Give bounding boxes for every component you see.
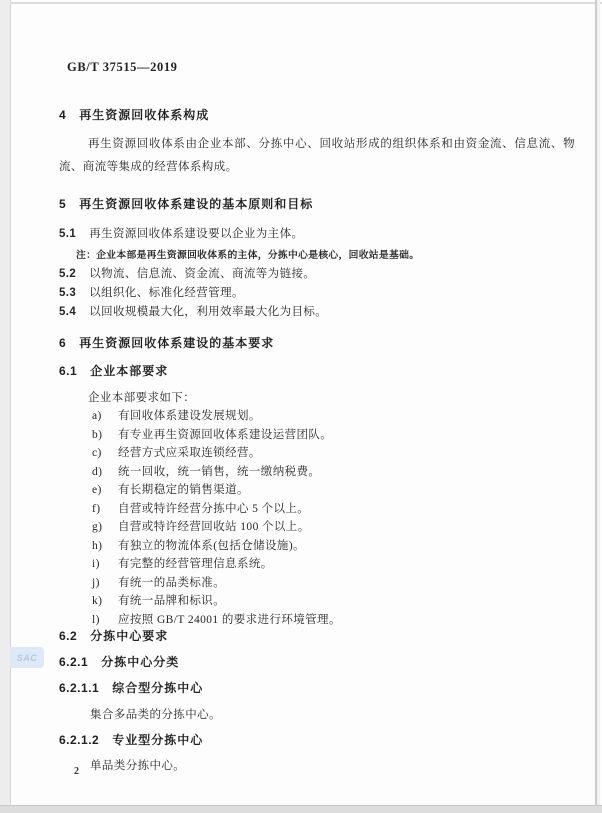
list-item-d-label: d) [92,465,103,478]
page-edge-right [595,0,600,813]
subclause-6-2-1-2-heading [59,731,203,748]
list-item-f-label: f) [92,502,101,515]
subclause-6-1-intro: 企业本部要求如下： [88,392,196,404]
requirement-5-3 [59,284,244,300]
sac-watermark-text: SAC [16,652,38,663]
list-item-j [92,574,341,593]
list-item-c [92,444,341,463]
list-item-a [92,407,341,426]
list-item-h [92,537,341,556]
list-item-l-label: l) [92,614,100,627]
subclause-6-2-1-1-paragraph: 集合多品类的分拣中心。 [90,709,221,721]
list-item-h-text: 有独立的物流体系(包括仓储设施)。 [118,539,305,552]
subclause-6-2-1-2-number: 6.2.1.2 [59,733,100,747]
list-item-b-text: 有专业再生资源回收体系建设运营团队。 [118,428,333,441]
list-item-k-text: 有统一品牌和标识。 [118,595,226,608]
list-item-i [92,555,341,574]
subclause-6-2-1-title: 分拣中心分类 [101,655,180,669]
requirement-5-2 [59,265,315,281]
clause-6-title: 再生资源回收体系建设的基本要求 [79,336,275,350]
clause-6-number: 6 [59,336,67,350]
requirement-5-1-number: 5.1 [59,228,77,240]
requirement-5-1 [59,225,303,241]
clause-5-title: 再生资源回收体系建设的基本原则和目标 [79,197,314,211]
list-item-j-text: 有统一的品类标准。 [118,576,226,589]
list-item-h-label: h) [92,539,103,552]
subclause-6-1-list [92,407,341,630]
list-item-c-label: c) [92,447,102,460]
list-item-b [92,426,341,445]
requirement-5-4-number: 5.4 [59,306,77,318]
list-item-j-label: j) [92,576,100,589]
list-item-g [92,518,341,537]
requirement-5-1-text: 再生资源回收体系建设要以企业为主体。 [89,228,304,240]
page-edge-left [0,0,11,813]
list-item-b-label: b) [92,428,103,441]
list-item-d-text: 统一回收，统一销售，统一缴纳税费。 [118,465,321,478]
clause-4-paragraph: 再生资源回收体系由企业本部、分拣中心、回收站形成的组织体系和由资金流、信息流、物流、商流等集成的经营体系构成。 [59,138,575,173]
clause-4-title: 再生资源回收体系构成 [79,108,210,122]
list-item-l-text: 应按照 GB/T 24001 的要求进行环境管理。 [118,614,341,627]
list-item-e [92,481,341,500]
list-item-a-text: 有回收体系建设发展规划。 [118,410,261,422]
list-item-f-text: 自营或特许经营分拣中心 5 个以上。 [118,502,310,515]
clause-5-heading [59,195,313,212]
page-edge-bottom [0,805,602,813]
clause-5-number: 5 [59,197,67,211]
list-item-k [92,592,341,611]
requirement-5-3-text: 以组织化、标准化经营管理。 [89,287,244,299]
subclause-6-2-1-1-number: 6.2.1.1 [59,681,100,695]
list-item-k-label: k) [92,595,103,608]
list-item-i-text: 有完整的经营管理信息系统。 [118,558,273,571]
requirement-5-4-text: 以回收规模最大化，利用效率最大化为目标。 [89,306,328,318]
subclause-6-2-1-number: 6.2.1 [59,655,89,669]
clause-4-heading [59,106,209,123]
subclause-6-1-title: 企业本部要求 [90,364,169,378]
list-item-a-label: a) [92,410,102,422]
subclause-6-2-1-1-heading [59,679,203,696]
list-item-d [92,463,341,482]
list-item-f [92,500,341,519]
requirement-5-2-text: 以物流、信息流、资金流、商流等为链接。 [89,268,316,280]
subclause-6-2-1-heading [59,653,179,670]
list-item-i-label: i) [92,558,100,571]
subclause-6-2-1-2-title: 专业型分拣中心 [112,733,204,747]
clause-5-note: 注：企业本部是再生资源回收体系的主体，分拣中心是核心，回收站是基础。 [76,250,420,261]
page-edge-top [10,2,602,4]
list-item-g-label: g) [92,521,103,534]
subclause-6-2-1-2-paragraph: 单品类分拣中心。 [90,760,186,772]
subclause-6-1-number: 6.1 [59,364,78,378]
clause-6-heading [59,334,274,351]
list-item-e-text: 有长期稳定的销售渠道。 [118,484,249,497]
list-item-g-text: 自营或特许经营回收站 100 个以上。 [118,521,310,534]
standard-number: GB/T 37515—2019 [67,60,178,74]
subclause-6-1-heading [59,362,168,379]
clause-4-number: 4 [59,108,67,122]
subclause-6-2-heading [59,627,168,644]
page-number: 2 [74,766,79,777]
subclause-6-2-number: 6.2 [59,629,78,643]
subclause-6-2-1-1-title: 综合型分拣中心 [112,681,204,695]
list-item-e-label: e) [92,484,102,497]
subclause-6-2-title: 分拣中心要求 [90,629,169,643]
list-item-c-text: 经营方式应采取连锁经营。 [118,447,261,460]
requirement-5-2-number: 5.2 [59,268,77,280]
requirement-5-4 [59,303,327,319]
requirement-5-3-number: 5.3 [59,287,77,299]
sac-watermark-icon [10,647,44,668]
